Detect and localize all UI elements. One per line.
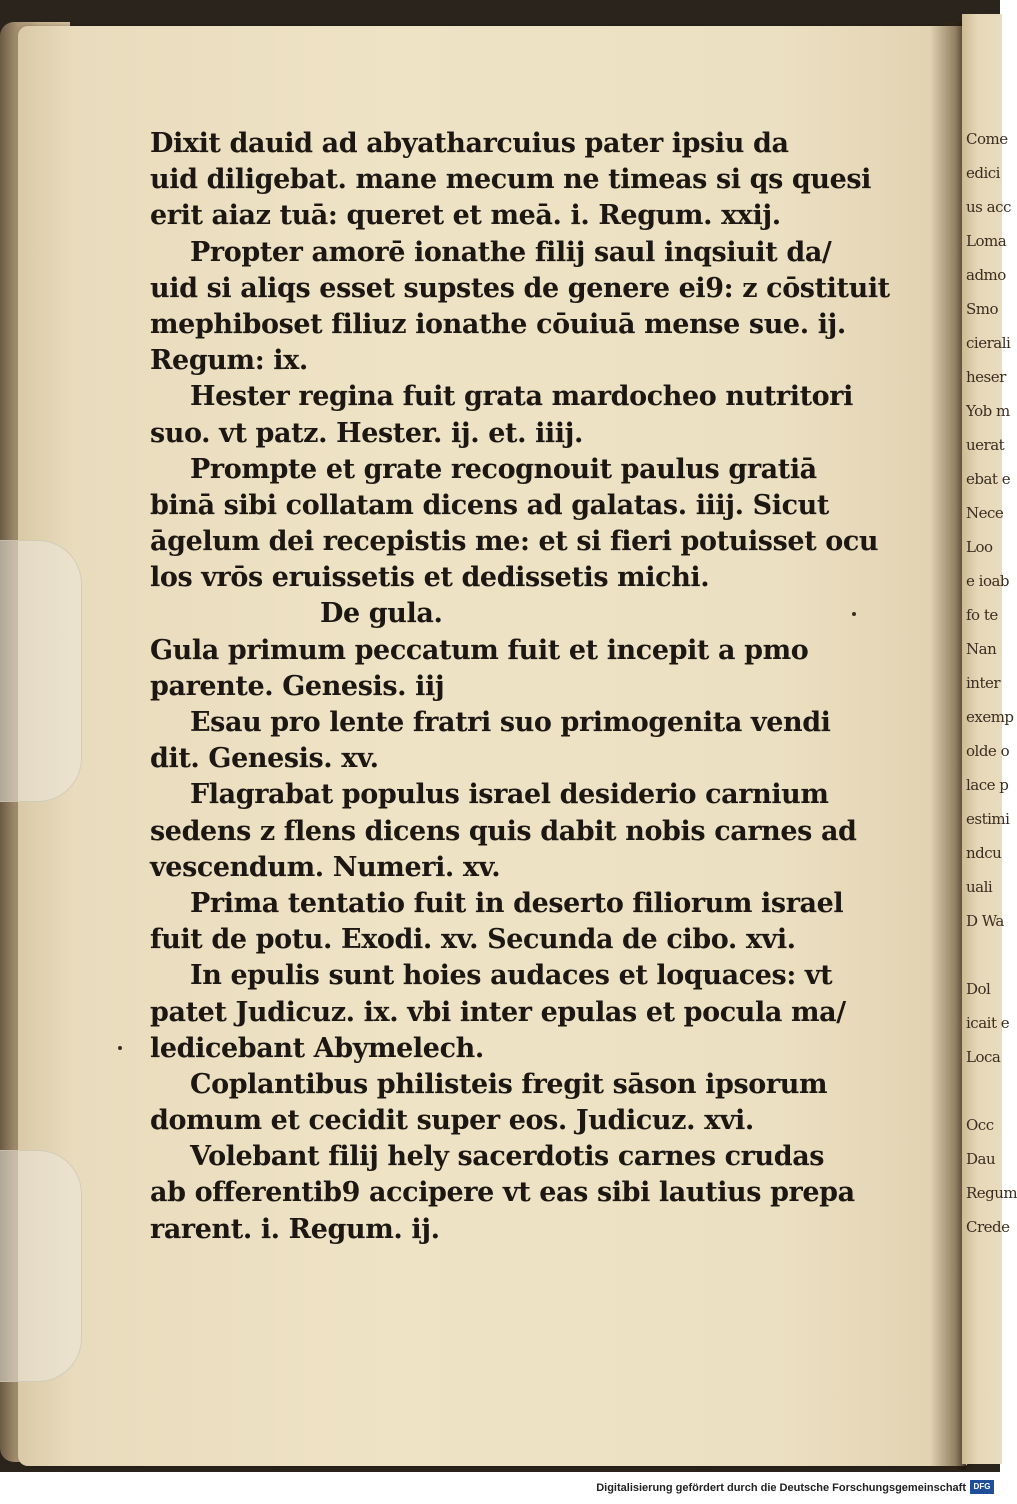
- text-line: Coplantibus philisteis fregit sāson ipsorum: [190, 1068, 828, 1100]
- facing-text-fragment: Come: [966, 130, 1008, 148]
- text-line: rarent. i. Regum. ij.: [150, 1213, 440, 1245]
- page-gutter-shadow: [930, 22, 966, 1470]
- text-line: Volebant filij hely sacerdotis carnes crudas: [190, 1141, 825, 1173]
- facing-text-fragment: Loca: [966, 1048, 1001, 1066]
- facing-text-fragment: ndcu: [966, 844, 1002, 862]
- facing-text-fragment: edici: [966, 164, 1000, 182]
- facing-text-fragment: Crede: [966, 1218, 1010, 1236]
- facing-text-fragment: heser: [966, 368, 1006, 386]
- facing-text-fragment: Yob m: [966, 402, 1010, 420]
- facing-text-fragment: estimi: [966, 810, 1010, 828]
- facing-text-fragment: olde o: [966, 742, 1010, 760]
- facing-text-fragment: fo te: [966, 606, 998, 624]
- dfg-logo: DFG: [970, 1480, 994, 1494]
- text-line: uid diligebat. mane mecum ne timeas si qs quesi: [150, 164, 872, 196]
- text-line: Gula primum peccatum fuit et incepit a pmo: [150, 634, 809, 666]
- facing-text-fragment: inter: [966, 674, 1001, 692]
- text-line: Prima tentatio fuit in deserto filiorum israel: [190, 887, 844, 919]
- facing-page-fragment: [962, 14, 1017, 1464]
- text-line: binā sibi collatam dicens ad galatas. iiij. Sicut: [150, 489, 829, 521]
- facing-text-fragment: cierali: [966, 334, 1011, 352]
- text-line: Regum: ix.: [150, 345, 308, 377]
- text-line: mephiboset filiuz ionathe cōuiuā mense sue. ij.: [150, 308, 846, 340]
- page-text-block: [150, 126, 910, 1248]
- facing-text-fragment: uerat: [966, 436, 1005, 454]
- text-line: fuit de potu. Exodi. xv. Secunda de cibo. xvi.: [150, 924, 796, 956]
- facing-text-fragment: lace p: [966, 776, 1009, 794]
- facing-text-fragment: ebat e: [966, 470, 1011, 488]
- text-line: Flagrabat populus israel desiderio carnium: [190, 779, 829, 811]
- facing-text-fragment: Nece: [966, 504, 1004, 522]
- text-line: ledicebant Abymelech.: [150, 1032, 484, 1064]
- facing-text-fragment: Loma: [966, 232, 1007, 250]
- text-line: vescendum. Numeri. xv.: [150, 851, 501, 883]
- text-line: domum et cecidit super eos. Judicuz. xvi.: [150, 1105, 754, 1137]
- facing-text-fragment: Smo: [966, 300, 999, 318]
- text-line: suo. vt patz. Hester. ij. et. iiij.: [150, 417, 584, 449]
- text-line: āgelum dei recepistis me: et si fieri potuisset ocu: [150, 526, 879, 558]
- facing-text-fragment: Dau: [966, 1150, 996, 1168]
- funding-credit: Digitalisierung gefördert durch die Deutsche Forschungsgemeinschaft: [596, 1482, 966, 1494]
- facing-text-fragment: Loo: [966, 538, 993, 556]
- facing-text-fragment: D Wa: [966, 912, 1004, 930]
- glassine-clip: [0, 1150, 82, 1382]
- facing-text-fragment: admo: [966, 266, 1006, 284]
- text-line: ab offerentib9 accipere vt eas sibi lautius prepa: [150, 1177, 855, 1209]
- text-line: dit. Genesis. xv.: [150, 743, 379, 775]
- text-line: parente. Genesis. iij: [150, 670, 445, 702]
- facing-text-fragment: Nan: [966, 640, 997, 658]
- facing-text-fragment: uali: [966, 878, 993, 896]
- text-line: uid si aliqs esset supstes de genere ei9: z cōstituit: [150, 272, 890, 304]
- section-heading: De gula.: [320, 598, 443, 630]
- facing-text-fragment: [966, 1074, 1002, 1108]
- text-line: Dixit dauid ad abyatharcuius pater ipsiu da: [150, 128, 789, 159]
- facing-text-fragment: [966, 938, 1002, 972]
- text-line: Prompte et grate recognouit paulus gratiā: [190, 453, 817, 485]
- text-line: sedens z flens dicens quis dabit nobis carnes ad: [150, 815, 857, 847]
- text-line: los vrōs eruissetis et dedissetis michi.: [150, 562, 710, 594]
- text-line: Esau pro lente fratri suo primogenita vendi: [190, 707, 831, 738]
- facing-text-fragment: icait e: [966, 1014, 1010, 1032]
- glassine-clip: [0, 540, 82, 802]
- text-line: Hester regina fuit grata mardocheo nutritori: [190, 381, 853, 413]
- facing-text-fragment: Occ: [966, 1116, 994, 1134]
- facing-text-fragment: e ioab: [966, 572, 1010, 590]
- digitization-footer: [0, 1472, 1000, 1504]
- facing-text-fragment: Dol: [966, 980, 991, 998]
- facing-text-fragment: us acc: [966, 198, 1011, 216]
- text-line: Propter amorē ionathe filij saul inqsiuit da/: [190, 236, 832, 268]
- facing-text-fragment: exemp: [966, 708, 1014, 726]
- text-line: patet Judicuz. ix. vbi inter epulas et pocula ma/: [150, 996, 846, 1028]
- facing-text-fragment: Regum: [966, 1184, 1017, 1202]
- text-line: In epulis sunt hoies audaces et loquaces: vt: [190, 960, 833, 992]
- text-line: erit aiaz tuā: queret et meā. i. Regum. xxij.: [150, 200, 781, 232]
- ink-speck: [118, 1046, 122, 1050]
